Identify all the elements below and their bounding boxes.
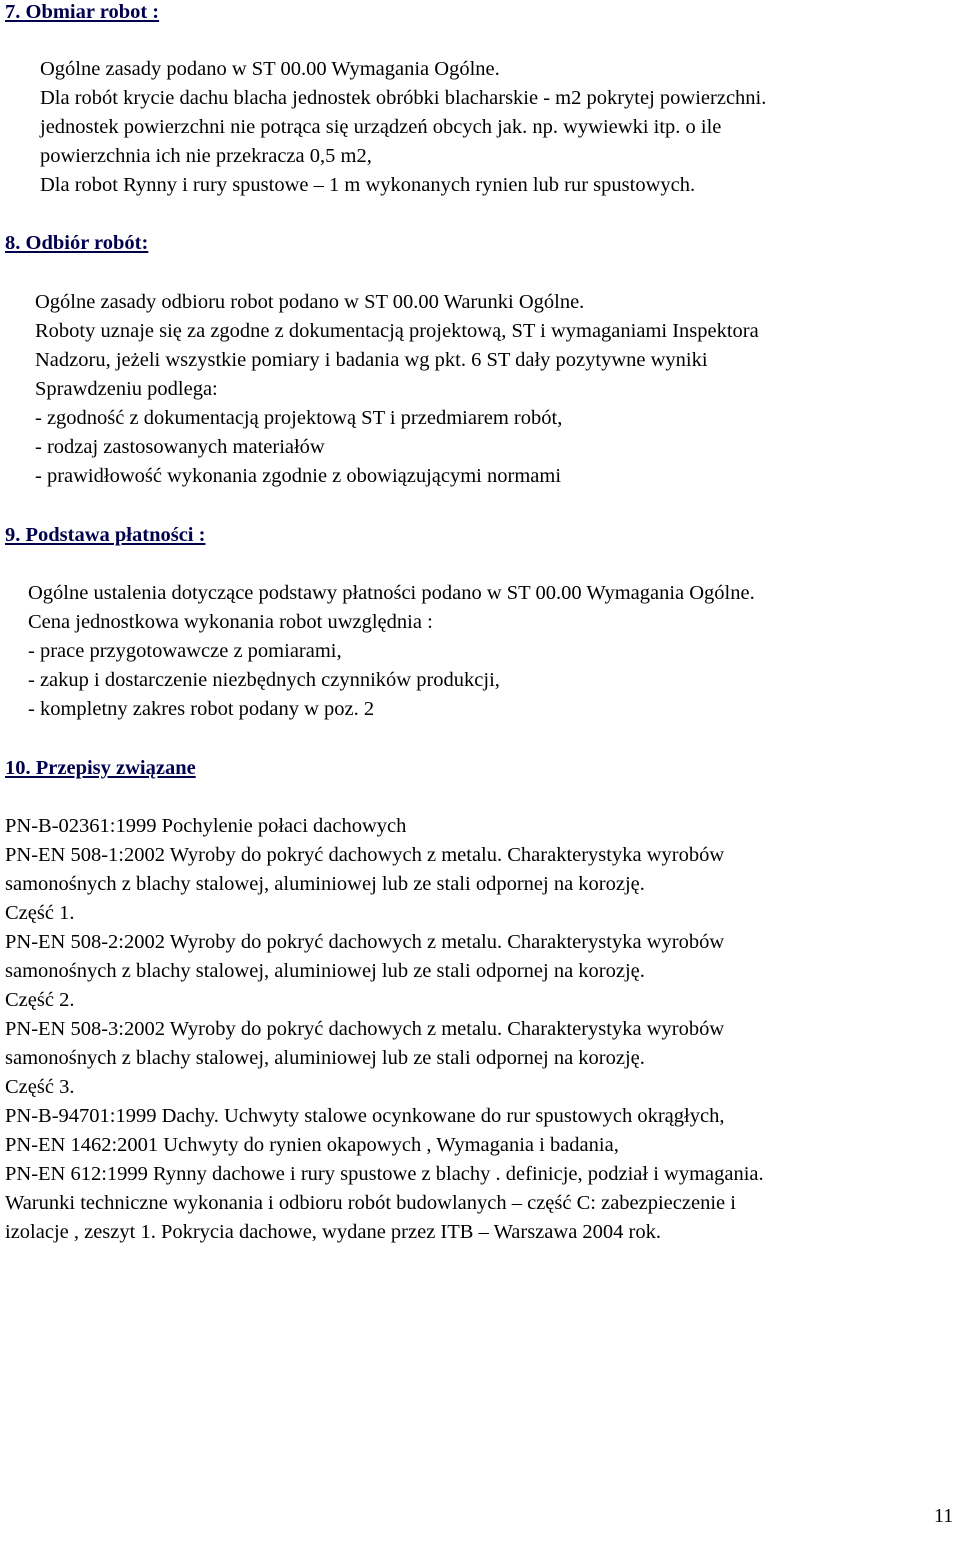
section-7-line: jednostek powierzchni nie potrąca się urządzeń obcych jak. np. wywiewki itp. o ile — [40, 116, 722, 138]
section-10-heading: 10. Przepisy związane — [5, 757, 196, 779]
section-10-line: Część 2. — [5, 989, 75, 1011]
section-9-line: - prace przygotowawcze z pomiarami, — [28, 640, 342, 662]
section-8-line: - rodzaj zastosowanych materiałów — [35, 436, 325, 458]
section-8-line: Sprawdzeniu podlega: — [35, 378, 218, 400]
section-10-line: Warunki techniczne wykonania i odbioru robót budowlanych – część C: zabezpieczenie i — [5, 1192, 736, 1214]
section-10-line: PN-EN 508-2:2002 Wyroby do pokryć dachowych z metalu. Charakterystyka wyrobów — [5, 931, 725, 953]
section-9-line: Ogólne ustalenia dotyczące podstawy płatności podano w ST 00.00 Wymagania Ogólne. — [28, 582, 755, 604]
section-10-line: PN-EN 508-3:2002 Wyroby do pokryć dachowych z metalu. Charakterystyka wyrobów — [5, 1018, 725, 1040]
section-8-line: - zgodność z dokumentacją projektową ST i przedmiarem robót, — [35, 407, 563, 429]
section-8-line: Roboty uznaje się za zgodne z dokumentacją projektową, ST i wymaganiami Inspektora — [35, 320, 759, 342]
section-10-line: samonośnych z blachy stalowej, aluminiowej lub ze stali odpornej na korozję. — [5, 1047, 645, 1069]
section-10-line: PN-EN 508-1:2002 Wyroby do pokryć dachowych z metalu. Charakterystyka wyrobów — [5, 844, 725, 866]
section-7-line: powierzchnia ich nie przekracza 0,5 m2, — [40, 145, 372, 167]
section-10-line: izolacje , zeszyt 1. Pokrycia dachowe, wydane przez ITB – Warszawa 2004 rok. — [5, 1221, 661, 1243]
section-7-line: Ogólne zasady podano w ST 00.00 Wymagania Ogólne. — [40, 58, 500, 80]
section-10-line: PN-EN 612:1999 Rynny dachowe i rury spustowe z blachy . definicje, podział i wymagania. — [5, 1163, 764, 1185]
page-number: 11 — [934, 1505, 954, 1527]
section-8-line: - prawidłowość wykonania zgodnie z obowiązującymi normami — [35, 465, 562, 487]
section-10-line: PN-EN 1462:2001 Uchwyty do rynien okapowych , Wymagania i badania, — [5, 1134, 619, 1156]
section-10-line: samonośnych z blachy stalowej, aluminiowej lub ze stali odpornej na korozję. — [5, 873, 645, 895]
section-9-heading: 9. Podstawa płatności : — [5, 524, 206, 546]
section-7-line: Dla robot Rynny i rury spustowe – 1 m wykonanych rynien lub rur spustowych. — [40, 174, 696, 196]
section-8-line: Nadzoru, jeżeli wszystkie pomiary i badania wg pkt. 6 ST dały pozytywne wyniki — [35, 349, 708, 371]
section-10-line: PN-B-02361:1999 Pochylenie połaci dachowych — [5, 815, 407, 837]
section-9-line: - kompletny zakres robot podany w poz. 2 — [28, 698, 375, 720]
section-7-heading: 7. Obmiar robot : — [5, 1, 160, 23]
section-7-line: Dla robót krycie dachu blacha jednostek obróbki blacharskie - m2 pokrytej powierzchni. — [40, 87, 767, 109]
section-10-line: Część 1. — [5, 902, 75, 924]
section-10-line: samonośnych z blachy stalowej, aluminiowej lub ze stali odpornej na korozję. — [5, 960, 645, 982]
section-8-line: Ogólne zasady odbioru robot podano w ST 00.00 Warunki Ogólne. — [35, 291, 585, 313]
section-8-heading: 8. Odbiór robót: — [5, 232, 149, 254]
section-9-line: Cena jednostkowa wykonania robot uwzględnia : — [28, 611, 433, 633]
section-10-line: Część 3. — [5, 1076, 75, 1098]
section-10-line: PN-B-94701:1999 Dachy. Uchwyty stalowe ocynkowane do rur spustowych okrągłych, — [5, 1105, 725, 1127]
section-9-line: - zakup i dostarczenie niezbędnych czynników produkcji, — [28, 669, 500, 691]
